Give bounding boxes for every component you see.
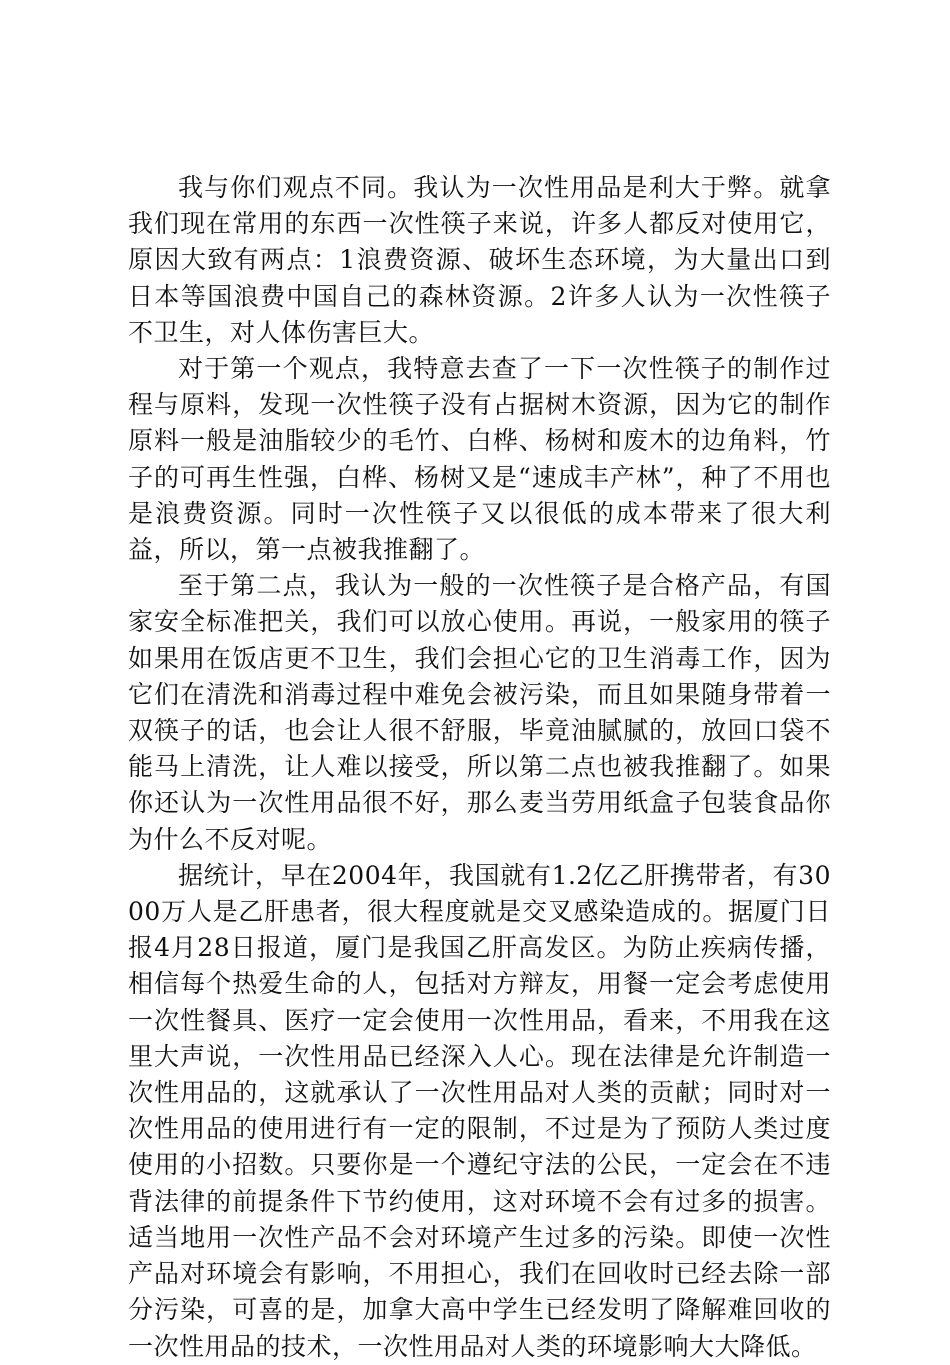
document-body xyxy=(128,170,831,1365)
paragraph-2: 对于第一个观点，我特意去查了一下一次性筷子的制作过程与原料，发现一次性筷子没有占据树木资源，因为它的制作原料一般是油脂较少的毛竹、白桦、杨树和废木的边角料，竹子的可再生性强，白桦、杨树又是“速成丰产林”，种了不用也是浪费资源。同时一次性筷子又以很低的成本带来了很大利益，所以，第一点被我推翻了。 xyxy=(128,354,831,565)
paragraph-4: 据统计，早在2004年，我国就有1.2亿乙肝携带者，有3000万人是乙肝患者，很大程度就是交叉感染造成的。据厦门日报4月28日报道，厦门是我国乙肝高发区。为防止疾病传播，相信每个热爱生命的人，包括对方辩友，用餐一定会考虑使用一次性餐具、医疗一定会使用一次性用品，看来，不用我在这里大声说，一次性用品已经深入人心。现在法律是允许制造一次性用品的，这就承认了一次性用品对人类的贡献；同时对一次性用品的使用进行有一定的限制，不过是为了预防人类过度使用的小招数。只要你是一个遵纪守法的公民，一定会在不违背法律的前提条件下节约使用，这对环境不会有过多的损害。适当地用一次性产品不会对环境产生过多的污染。即使一次性产品对环境会有影响，不用担心，我们在回收时已经去除一部分污染，可喜的是，加拿大高中学生已经发明了降解难回收的一次性用品的技术，一次性用品对人类的环境影响大大降低。 xyxy=(128,860,831,1361)
paragraph-1: 我与你们观点不同。我认为一次性用品是利大于弊。就拿我们现在常用的东西一次性筷子来说，许多人都反对使用它，原因大致有两点：1浪费资源、破坏生态环境，为大量出口到日本等国浪费中国自己的森林资源。2许多人认为一次性筷子不卫生，对人体伤害巨大。 xyxy=(128,173,831,347)
paragraph-3: 至于第二点，我认为一般的一次性筷子是合格产品，有国家安全标准把关，我们可以放心使用。再说，一般家用的筷子如果用在饭店更不卫生，我们会担心它的卫生消毒工作，因为它们在清洗和消毒过程中难免会被污染，而且如果随身带着一双筷子的话，也会让人很不舒服，毕竟油腻腻的，放回口袋不能马上清洗，让人难以接受，所以第二点也被我推翻了。如果你还认为一次性用品很不好，那么麦当劳用纸盒子包装食品你为什么不反对呢。 xyxy=(128,571,831,854)
